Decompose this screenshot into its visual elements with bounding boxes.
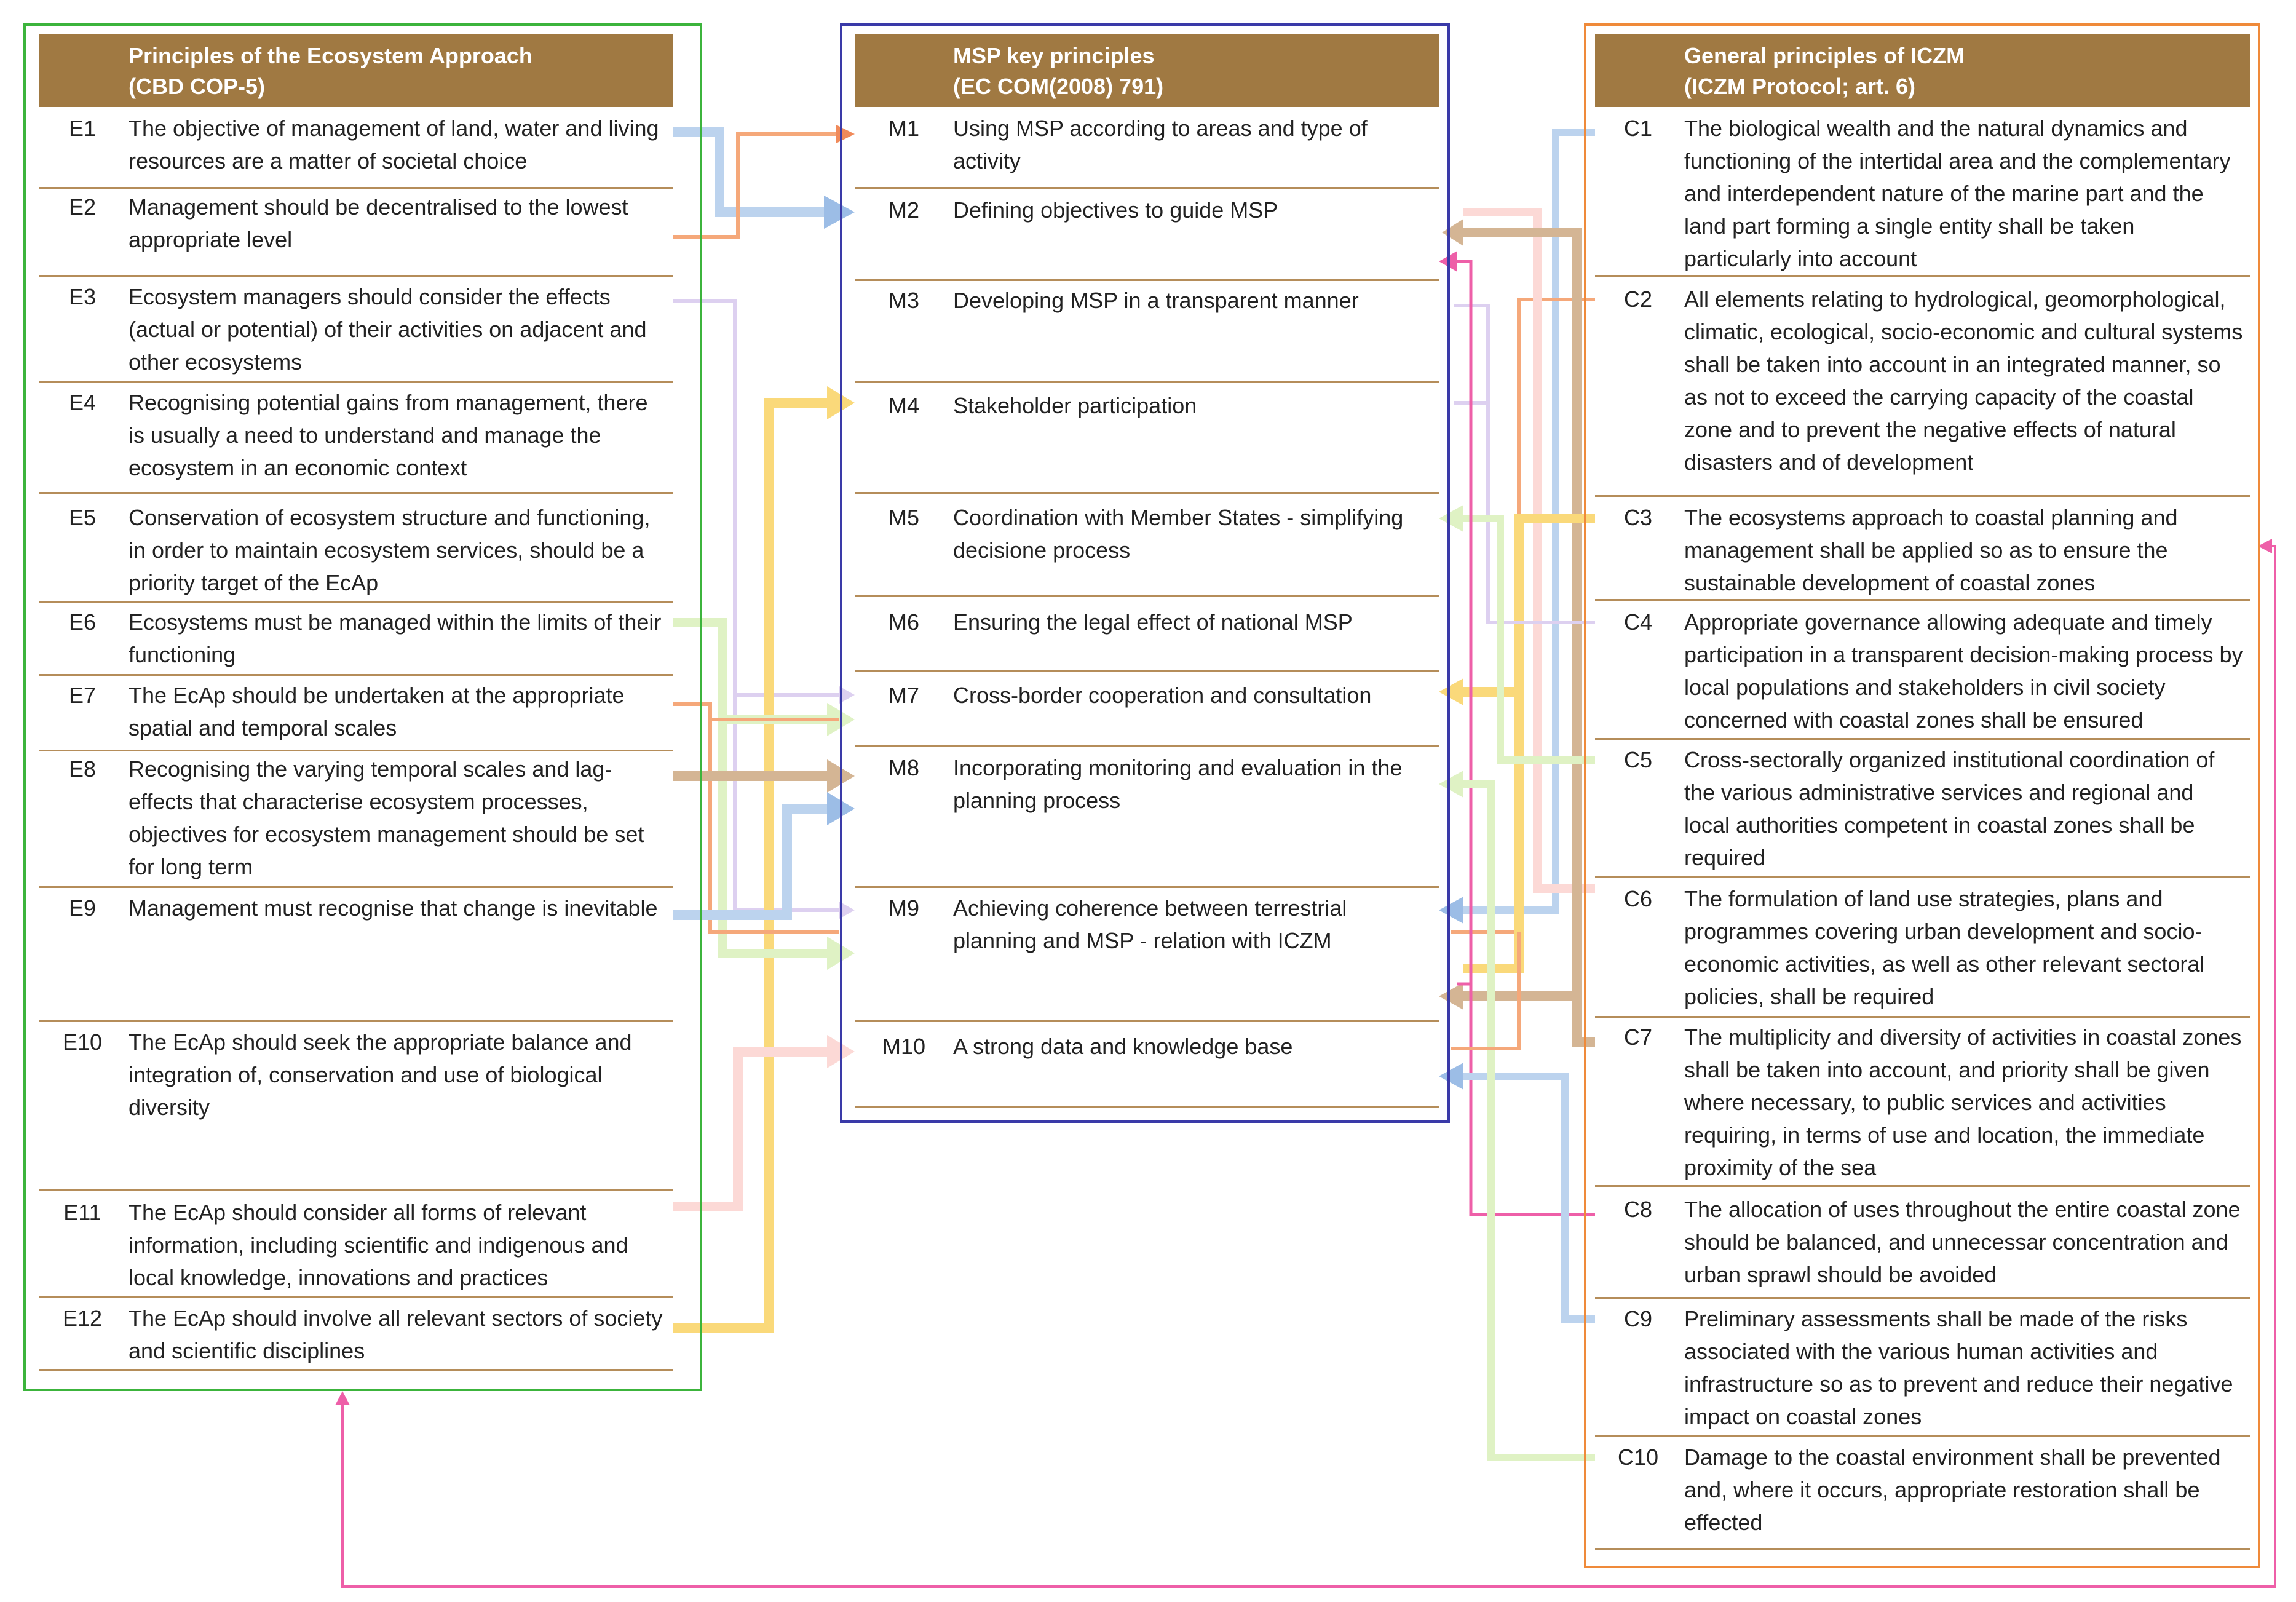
row-text: The allocation of uses throughout the entire coastal zone should be balanced, and unnecessar concentration and urban sprawl should be avoided xyxy=(1684,1197,2241,1287)
row-code: C8 xyxy=(1623,1197,1653,1222)
row-code: C3 xyxy=(1623,505,1653,530)
row-text: The EcAp should consider all forms of relevant information, including scientific and indigenous and local knowledge, innovations and practices xyxy=(129,1200,628,1290)
ecap-row-e6 xyxy=(39,606,673,676)
iczm-row-c8 xyxy=(1595,1193,2250,1299)
row-code: E1 xyxy=(68,116,97,141)
iczm-header-title: General principles of ICZM xyxy=(1684,43,1965,68)
row-code: C10 xyxy=(1617,1445,1659,1470)
msp-row-m3 xyxy=(855,284,1439,383)
row-text: The biological wealth and the natural dynamics and functioning of the intertidal area and the complementary and interdependent nature of the marine part and the land part forming a single entity shall be taken particularly into account xyxy=(1684,116,2231,271)
msp-row-m5 xyxy=(855,501,1439,597)
link-c9-m10 xyxy=(1463,1076,1595,1319)
row-code: M5 xyxy=(888,505,919,530)
row-text: Incorporating monitoring and evaluation in the planning process xyxy=(953,755,1403,813)
row-text: Ecosystems must be managed within the limits of their functioning xyxy=(129,609,662,667)
row-code: E3 xyxy=(68,284,97,309)
row-code: E7 xyxy=(68,683,97,708)
iczm-header xyxy=(1595,34,2250,107)
msp-row-m1 xyxy=(855,112,1439,189)
row-text: Recognising potential gains from management, there is usually a need to understand and manage the ecosystem in an economic context xyxy=(129,390,648,480)
row-text: Cross-border cooperation and consultation xyxy=(953,683,1372,708)
row-code: M9 xyxy=(888,895,919,921)
row-text: The EcAp should involve all relevant sectors of society and scientific disciplines xyxy=(129,1306,663,1363)
row-code: E6 xyxy=(68,609,97,635)
ecap-row-e1 xyxy=(39,112,673,189)
row-code: E5 xyxy=(68,505,97,530)
msp-row-m6 xyxy=(855,606,1439,672)
row-code: C4 xyxy=(1623,609,1653,635)
ecap-row-e11 xyxy=(39,1196,673,1298)
iczm-row-c2 xyxy=(1595,283,2250,497)
row-text: Defining objectives to guide MSP xyxy=(953,197,1278,223)
row-code: E10 xyxy=(62,1029,103,1055)
row-code: C6 xyxy=(1623,886,1653,911)
ecap-row-e8 xyxy=(39,753,673,888)
row-code: E4 xyxy=(68,390,97,415)
msp-row-m10 xyxy=(855,1030,1439,1108)
row-text: Preliminary assessments shall be made of the risks associated with the various human activities and infrastructure so as to prevent and reduce their negative impact on coastal zones xyxy=(1684,1306,2233,1429)
row-code: E11 xyxy=(63,1200,101,1225)
ecap-row-e5 xyxy=(39,501,673,603)
row-code: E8 xyxy=(68,756,97,782)
row-code: M6 xyxy=(888,609,919,635)
ecap-header-source: (CBD COP-5) xyxy=(129,74,265,99)
row-code: M2 xyxy=(888,197,919,223)
row-text: Management should be decentralised to the lowest appropriate level xyxy=(129,194,628,252)
row-text: Conservation of ecosystem structure and functioning, in order to maintain ecosystem services, should be a priority target of the EcAp xyxy=(129,505,651,595)
row-code: C5 xyxy=(1623,747,1653,772)
row-text: The formulation of land use strategies, plans and programmes covering urban development and socio-economic activities, as well as other relevant sectoral policies, shall be required xyxy=(1684,886,2205,1009)
row-code: C7 xyxy=(1623,1025,1653,1050)
iczm-row-c5 xyxy=(1595,744,2250,878)
row-text: Ecosystem managers should consider the effects (actual or potential) of their activities on adjacent and other ecosystems xyxy=(129,284,647,375)
link-e7-m9 xyxy=(710,720,839,932)
msp-header xyxy=(855,34,1439,107)
ecap-row-e12 xyxy=(39,1302,673,1371)
iczm-row-c7 xyxy=(1595,1021,2250,1187)
iczm-header-source: (ICZM Protocol; art. 6) xyxy=(1684,74,1915,99)
row-code: C9 xyxy=(1623,1306,1653,1331)
row-text: The ecosystems approach to coastal planning and management shall be applied so as to ensure the sustainable development of coastal zones xyxy=(1684,505,2178,595)
msp-row-m4 xyxy=(855,389,1439,494)
row-text: Stakeholder participation xyxy=(953,393,1197,418)
row-code: M1 xyxy=(888,116,919,141)
iczm-row-c9 xyxy=(1595,1303,2250,1437)
row-text: The EcAp should be undertaken at the appropriate spatial and temporal scales xyxy=(129,683,625,740)
row-code: M7 xyxy=(888,683,919,708)
row-code: E12 xyxy=(62,1306,103,1331)
msp-header-source: (EC COM(2008) 791) xyxy=(953,74,1164,99)
ecap-row-e2 xyxy=(39,191,673,277)
row-text: All elements relating to hydrological, geomorphological, climatic, ecological, socio-economic and cultural systems shall be taken into account in an integrated manner, so as not to exceed the carrying capacity of the coastal zone and to prevent the negative effects of natural disasters and of development xyxy=(1684,287,2243,475)
msp-header-title: MSP key principles xyxy=(953,43,1155,68)
row-text: Ensuring the legal effect of national MSP xyxy=(953,609,1353,635)
arrowhead-ecap-panel xyxy=(335,1391,350,1405)
row-text: A strong data and knowledge base xyxy=(953,1034,1293,1059)
row-code: M4 xyxy=(888,393,919,418)
row-text: Recognising the varying temporal scales and lag-effects that characterise ecosystem processes, objectives for ecosystem management should be set for long term xyxy=(129,756,644,879)
row-code: C2 xyxy=(1623,287,1653,312)
row-text: Developing MSP in a transparent manner xyxy=(953,288,1359,313)
row-text: Using MSP according to areas and type of activity xyxy=(953,116,1368,173)
row-text: Coordination with Member States - simplifying decisione process xyxy=(953,505,1404,563)
ecap-row-e7 xyxy=(39,679,673,751)
row-text: Cross-sectorally organized institutional coordination of the various administrative services and regional and local authorities competent in coastal zones shall be required xyxy=(1684,747,2215,870)
msp-row-m8 xyxy=(855,751,1439,888)
ecap-header-title: Principles of the Ecosystem Approach xyxy=(129,43,532,68)
iczm-row-c10 xyxy=(1595,1441,2250,1550)
iczm-row-c4 xyxy=(1595,606,2250,740)
msp-row-m7 xyxy=(855,679,1439,747)
row-text: The EcAp should seek the appropriate balance and integration of, conservation and use of biological diversity xyxy=(129,1029,632,1120)
row-code: C1 xyxy=(1623,116,1653,141)
iczm-row-c6 xyxy=(1595,882,2250,1018)
row-code: E9 xyxy=(68,895,97,921)
ecap-header xyxy=(39,34,673,107)
row-code: M8 xyxy=(888,755,919,780)
msp-row-m2 xyxy=(855,194,1439,281)
row-text: Achieving coherence between terrestrial planning and MSP - relation with ICZM xyxy=(953,895,1347,953)
msp-row-m9 xyxy=(855,892,1439,1022)
iczm-row-c1 xyxy=(1595,112,2250,277)
row-text: Damage to the coastal environment shall be prevented and, where it occurs, appropriate restoration shall be effected xyxy=(1684,1445,2221,1535)
iczm-row-c3 xyxy=(1595,501,2250,601)
ecap-row-e9 xyxy=(39,892,673,1022)
row-code: M10 xyxy=(882,1034,926,1059)
row-text: Appropriate governance allowing adequate and timely participation in a transparent decision-making process by local populations and stakeholders in civil society concerned with coastal zones shall be ensured xyxy=(1684,609,2243,732)
row-text: The multiplicity and diversity of activities in coastal zones shall be taken into account, and priority shall be given where necessary, to public services and activities requiring, in terms of use and location, the immediate proximity of the sea xyxy=(1684,1025,2242,1180)
row-text: The objective of management of land, water and living resources are a matter of societal choice xyxy=(129,116,659,173)
row-text: Management must recognise that change is inevitable xyxy=(129,895,658,921)
ecap-row-e3 xyxy=(39,280,673,383)
row-code: E2 xyxy=(68,194,97,220)
link-c7-m2 xyxy=(1463,232,1595,1042)
ecap-row-e4 xyxy=(39,386,673,494)
ecap-row-e10 xyxy=(39,1026,673,1191)
row-code: M3 xyxy=(888,288,919,313)
